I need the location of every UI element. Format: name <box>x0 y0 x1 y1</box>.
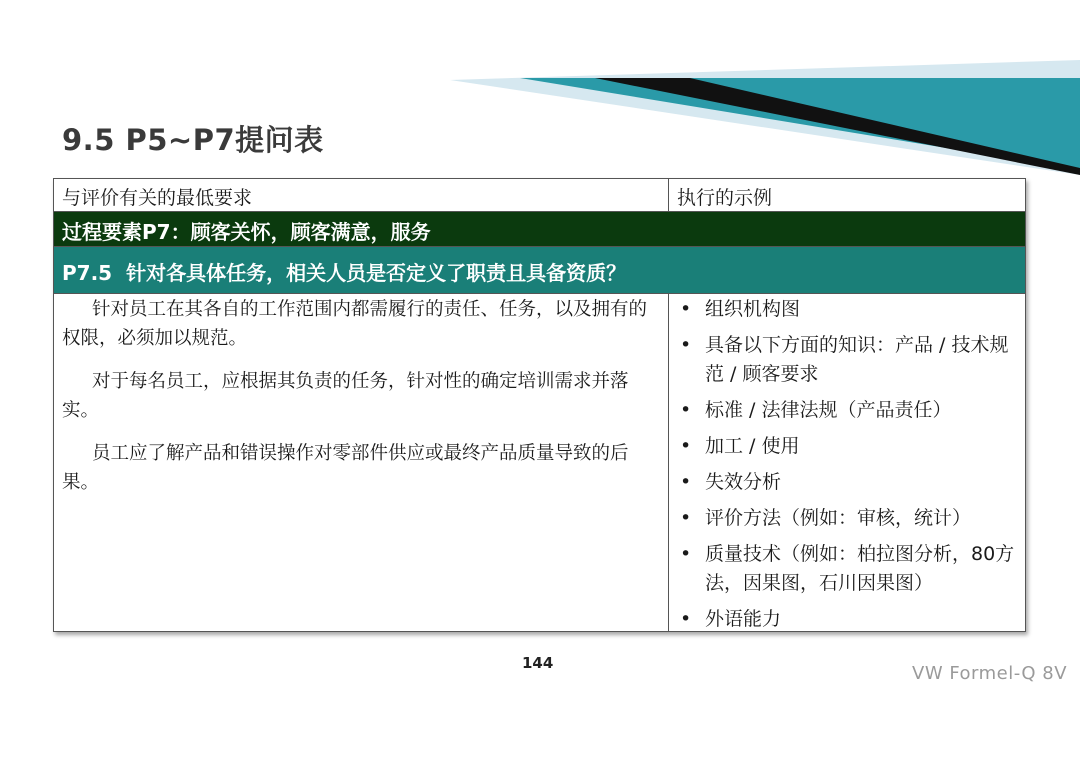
header-examples: 执行的示例 <box>677 187 773 209</box>
example-item <box>678 432 1023 461</box>
example-text: 外语能力 <box>705 608 782 630</box>
process-element-band: 过程要素P7：顾客关怀，顾客满意，服务 <box>54 212 1025 247</box>
example-item <box>678 331 1023 389</box>
footer-brand: VW Formel-Q 8V <box>912 663 1068 684</box>
examples-list <box>678 295 1023 634</box>
requirements-cell <box>62 295 662 511</box>
requirement-paragraph: 对于每名员工，应根据其负责的任务，针对性的确定培训需求并落实。 <box>62 371 629 421</box>
bullet-icon: • <box>680 399 692 421</box>
example-text: 失效分析 <box>705 471 782 493</box>
bullet-icon: • <box>680 507 692 529</box>
question-text: 针对各具体任务，相关人员是否定义了职责且具备资质？ <box>126 261 627 285</box>
example-item <box>678 540 1023 598</box>
bullet-icon: • <box>680 471 692 493</box>
examples-cell <box>678 295 1023 641</box>
column-divider-top <box>668 179 669 212</box>
header-decoration <box>0 0 1080 190</box>
page-number: 144 <box>522 654 554 672</box>
example-item <box>678 468 1023 497</box>
question-band <box>54 247 1025 294</box>
bullet-icon: • <box>680 543 692 565</box>
example-text: 加工 / 使用 <box>705 435 800 457</box>
example-text: 标准 / 法律法规（产品责任） <box>705 399 952 421</box>
bullet-icon: • <box>680 298 692 320</box>
example-item <box>678 295 1023 324</box>
example-text: 评价方法（例如：审核，统计） <box>705 507 972 529</box>
column-divider-body <box>668 294 669 632</box>
bullet-icon: • <box>680 435 692 457</box>
example-item <box>678 396 1023 425</box>
bullet-icon: • <box>680 334 692 356</box>
requirement-paragraph: 员工应了解产品和错误操作对零部件供应或最终产品质量导致的后果。 <box>62 443 629 493</box>
requirement-paragraph: 针对员工在其各自的工作范围内都需履行的责任、任务，以及拥有的权限，必须加以规范。 <box>62 299 648 349</box>
example-item <box>678 605 1023 634</box>
bullet-icon: • <box>680 608 692 630</box>
example-text: 具备以下方面的知识：产品 / 技术规范 / 顾客要求 <box>705 334 1009 385</box>
example-text: 质量技术（例如：柏拉图分析，80方法，因果图，石川因果图） <box>705 543 1015 594</box>
question-table <box>53 178 1026 632</box>
example-item <box>678 504 1023 533</box>
question-code: P7.5 <box>62 261 113 285</box>
table-header-row <box>54 179 1025 212</box>
header-requirements: 与评价有关的最低要求 <box>62 187 253 209</box>
slide-title: 9.5 P5~P7提问表 <box>62 123 324 157</box>
example-text: 组织机构图 <box>705 298 801 320</box>
